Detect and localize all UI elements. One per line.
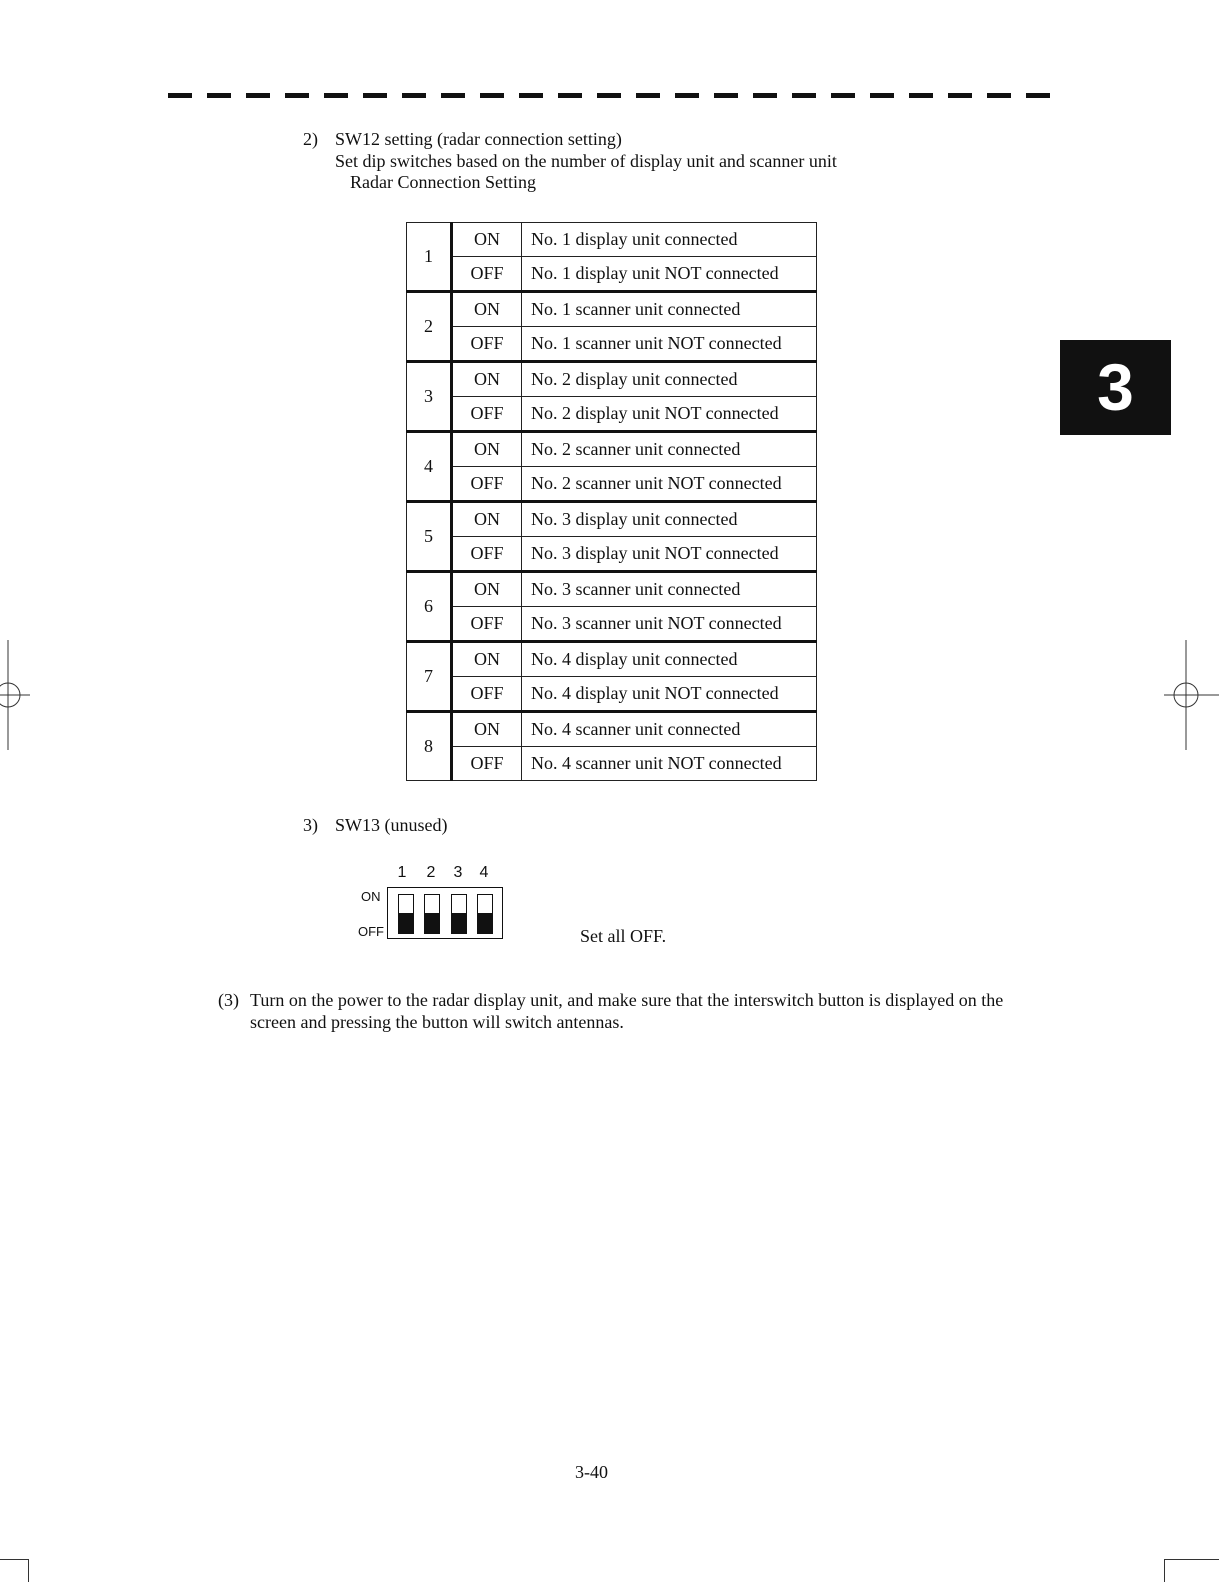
dip-switch-4 bbox=[477, 894, 493, 934]
table-row bbox=[407, 257, 817, 292]
switch-number: 2 bbox=[407, 292, 452, 362]
state-on: ON bbox=[452, 223, 522, 257]
section3-heading: SW13 (unused) bbox=[335, 815, 448, 835]
dip-switch-3 bbox=[451, 894, 467, 934]
table-row bbox=[407, 502, 817, 537]
table-row bbox=[407, 467, 817, 502]
switch-number: 5 bbox=[407, 502, 452, 572]
state-off: OFF bbox=[452, 397, 522, 432]
header-dashed-rule bbox=[168, 93, 1050, 98]
page-number: 3-40 bbox=[575, 1462, 608, 1482]
state-on: ON bbox=[452, 292, 522, 327]
dip-knob-4 bbox=[478, 913, 492, 933]
state-off-description: No. 1 display unit NOT connected bbox=[522, 257, 817, 292]
state-off: OFF bbox=[452, 677, 522, 712]
crop-mark-bottom-right-h bbox=[1164, 1559, 1219, 1560]
table-row bbox=[407, 712, 817, 747]
state-off: OFF bbox=[452, 747, 522, 781]
dip-on-label: ON bbox=[361, 889, 381, 904]
state-on-description: No. 4 display unit connected bbox=[522, 642, 817, 677]
state-on: ON bbox=[452, 502, 522, 537]
radar-connection-table bbox=[406, 222, 817, 781]
state-on: ON bbox=[452, 712, 522, 747]
table-row bbox=[407, 223, 817, 257]
state-off-description: No. 4 scanner unit NOT connected bbox=[522, 747, 817, 781]
switch-number: 1 bbox=[407, 223, 452, 292]
chapter-tab: 3 bbox=[1060, 340, 1171, 435]
dip-knob-2 bbox=[425, 913, 439, 933]
switch-number: 8 bbox=[407, 712, 452, 781]
dip-note: Set all OFF. bbox=[580, 926, 667, 946]
table-row bbox=[407, 572, 817, 607]
state-off-description: No. 1 scanner unit NOT connected bbox=[522, 327, 817, 362]
dip-number-2: 2 bbox=[426, 864, 436, 881]
state-off: OFF bbox=[452, 537, 522, 572]
right-registration-mark bbox=[1160, 640, 1219, 750]
dip-knob-3 bbox=[452, 913, 466, 933]
state-off: OFF bbox=[452, 607, 522, 642]
table-row bbox=[407, 362, 817, 397]
state-off-description: No. 3 display unit NOT connected bbox=[522, 537, 817, 572]
state-off: OFF bbox=[452, 467, 522, 502]
table-row bbox=[407, 292, 817, 327]
state-on-description: No. 1 display unit connected bbox=[522, 223, 817, 257]
table-row bbox=[407, 642, 817, 677]
dip-switch-housing bbox=[387, 887, 503, 939]
table-row bbox=[407, 747, 817, 781]
section3-number: 3) bbox=[303, 815, 318, 835]
crop-mark-bottom-left-h bbox=[0, 1559, 28, 1560]
step3-line2: screen and pressing the button will switch antennas. bbox=[250, 1012, 624, 1032]
left-registration-mark bbox=[0, 640, 30, 750]
state-on-description: No. 3 scanner unit connected bbox=[522, 572, 817, 607]
state-on-description: No. 2 display unit connected bbox=[522, 362, 817, 397]
table-row bbox=[407, 327, 817, 362]
state-off: OFF bbox=[452, 327, 522, 362]
table-title: Radar Connection Setting bbox=[350, 172, 536, 192]
state-on: ON bbox=[452, 362, 522, 397]
switch-number: 4 bbox=[407, 432, 452, 502]
state-on: ON bbox=[452, 432, 522, 467]
state-on-description: No. 1 scanner unit connected bbox=[522, 292, 817, 327]
state-on-description: No. 4 scanner unit connected bbox=[522, 712, 817, 747]
section2-number: 2) bbox=[303, 129, 318, 149]
dip-switch-1 bbox=[398, 894, 414, 934]
section2-heading: SW12 setting (radar connection setting) bbox=[335, 129, 622, 149]
crop-mark-bottom-right-v bbox=[1164, 1559, 1165, 1582]
state-off: OFF bbox=[452, 257, 522, 292]
dip-knob-1 bbox=[399, 913, 413, 933]
dip-number-1: 1 bbox=[397, 864, 407, 881]
state-off-description: No. 2 display unit NOT connected bbox=[522, 397, 817, 432]
state-on: ON bbox=[452, 642, 522, 677]
switch-number: 7 bbox=[407, 642, 452, 712]
dip-number-3: 3 bbox=[453, 864, 463, 881]
table-row bbox=[407, 537, 817, 572]
dip-switch-2 bbox=[424, 894, 440, 934]
crop-mark-bottom-left-v bbox=[28, 1559, 29, 1582]
step3-line1: Turn on the power to the radar display unit, and make sure that the interswitch button is displayed on the bbox=[250, 990, 1004, 1010]
table-row bbox=[407, 607, 817, 642]
state-on: ON bbox=[452, 572, 522, 607]
section2-instruction: Set dip switches based on the number of display unit and scanner unit bbox=[335, 151, 837, 171]
switch-number: 6 bbox=[407, 572, 452, 642]
state-off-description: No. 2 scanner unit NOT connected bbox=[522, 467, 817, 502]
state-on-description: No. 2 scanner unit connected bbox=[522, 432, 817, 467]
table-row bbox=[407, 397, 817, 432]
dip-off-label: OFF bbox=[358, 924, 384, 939]
table-row bbox=[407, 432, 817, 467]
table-row bbox=[407, 677, 817, 712]
dip-number-4: 4 bbox=[479, 864, 489, 881]
step3-number: (3) bbox=[218, 990, 239, 1010]
switch-number: 3 bbox=[407, 362, 452, 432]
state-off-description: No. 3 scanner unit NOT connected bbox=[522, 607, 817, 642]
state-off-description: No. 4 display unit NOT connected bbox=[522, 677, 817, 712]
state-on-description: No. 3 display unit connected bbox=[522, 502, 817, 537]
